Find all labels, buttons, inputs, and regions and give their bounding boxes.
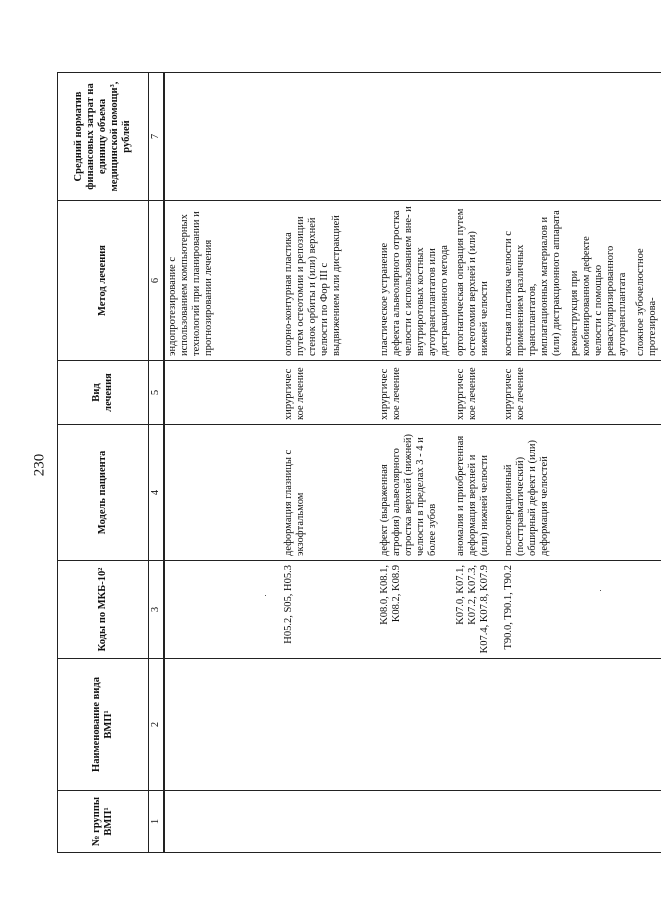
column-number: 7 — [149, 73, 165, 201]
column-number: 2 — [149, 659, 165, 791]
cell-cost — [281, 73, 377, 201]
table-row — [164, 73, 281, 853]
cell-cost — [377, 73, 453, 201]
table-row — [501, 73, 567, 853]
cell-method: костная пластика челюсти с применением различных трансплантатов, имплатационных материалов и (или) дистракционного аппарата — [501, 201, 567, 361]
cell-vmp-name — [567, 659, 633, 791]
scan-speck — [600, 590, 601, 591]
cell-method: пластическое устранение дефекта альвеолярного отростка челюсти с использованием вне- и внутриротовых костных аутотрансплантатов или дистракционного метода — [377, 201, 453, 361]
header-treatment-type: Вид лечения — [58, 361, 149, 425]
header-vmp-name: Наименование вида ВМП¹ — [58, 659, 149, 791]
cell-group — [567, 791, 633, 853]
cell-vmp-name — [164, 659, 281, 791]
cell-model: аномалия и приобретенная деформация верхней и (или) нижней челюсти — [453, 425, 501, 561]
cell-treatment — [633, 361, 661, 425]
page-number: 230 — [31, 453, 48, 477]
column-number: 6 — [149, 201, 165, 361]
header-icd-codes: Коды по МКБ-10² — [58, 561, 149, 659]
cell-codes: K08.0, K08.1, K08.2, K08.9 — [377, 561, 453, 659]
cell-model — [164, 425, 281, 561]
cell-treatment — [567, 361, 633, 425]
column-number-row — [149, 73, 165, 853]
cell-treatment: хирургическое лечение — [501, 361, 567, 425]
header-treatment-method: Метод лечения — [58, 201, 149, 361]
cell-method: эндопротезирование с использованием компьютерных технологий при планировании и прогнозировании лечения — [164, 201, 281, 361]
cell-cost — [501, 73, 567, 201]
scan-speck — [265, 595, 266, 596]
table-row — [281, 73, 377, 853]
cell-group — [377, 791, 453, 853]
column-number: 1 — [149, 791, 165, 853]
cell-method: опорно-контурная пластика путем остеотомии и репозиции стенок орбиты и (или) верхней челюсти по Фор III с выдвижением или дистракцией — [281, 201, 377, 361]
cell-treatment — [164, 361, 281, 425]
cell-vmp-name — [377, 659, 453, 791]
column-number: 3 — [149, 561, 165, 659]
table-row — [633, 73, 661, 853]
table-row — [377, 73, 453, 853]
cell-cost — [633, 73, 661, 201]
cell-group — [281, 791, 377, 853]
cell-treatment: хирургическое лечение — [377, 361, 453, 425]
column-number: 5 — [149, 361, 165, 425]
cell-cost — [567, 73, 633, 201]
cell-model — [567, 425, 633, 561]
rotated-page-content — [57, 73, 658, 853]
cell-group — [633, 791, 661, 853]
table-row — [567, 73, 633, 853]
cell-method: ортогнатическая операция путем остеотомии верхней и (или) нижней челюсти — [453, 201, 501, 361]
vmp-table — [57, 72, 661, 853]
column-number: 4 — [149, 425, 165, 561]
header-cost-standard: Средний норматив финансовых затрат на единицу объема медицинской помощи³, рублей — [58, 73, 149, 201]
cell-codes — [633, 561, 661, 659]
cell-codes: K07.0, K07.1, K07.2, K07.3, K07.4, K07.8, K07.9 — [453, 561, 501, 659]
cell-vmp-name — [453, 659, 501, 791]
cell-model: послеоперационный (посттравматический) обширный дефект и (или) деформация челюстей — [501, 425, 567, 561]
table-header-row — [58, 73, 149, 853]
cell-cost — [164, 73, 281, 201]
cell-vmp-name — [501, 659, 567, 791]
cell-codes: T90.0, T90.1, T90.2 — [501, 561, 567, 659]
cell-cost — [453, 73, 501, 201]
cell-group — [453, 791, 501, 853]
cell-model: дефект (выраженная атрофия) альвеолярного отростка верхней (нижней) челюсти в пределах 3 - 4 и более зубов — [377, 425, 453, 561]
cell-treatment: хирургическое лечение — [453, 361, 501, 425]
cell-method: сложное зубочелюстное протезирова- — [633, 201, 661, 361]
cell-method: реконструкция при комбинированном дефекте челюсти с помощью реваскуляризированного аутотрансплантата — [567, 201, 633, 361]
cell-codes — [567, 561, 633, 659]
cell-codes: H05.2, S05, H05.3 — [281, 561, 377, 659]
header-group-number: № группы ВМП¹ — [58, 791, 149, 853]
cell-treatment: хирургическое лечение — [281, 361, 377, 425]
cell-codes — [164, 561, 281, 659]
cell-group — [501, 791, 567, 853]
header-patient-model: Модель пациента — [58, 425, 149, 561]
table-row — [453, 73, 501, 853]
cell-model — [633, 425, 661, 561]
cell-model: деформация глазницы с экзофтальмом — [281, 425, 377, 561]
cell-vmp-name — [633, 659, 661, 791]
cell-group — [164, 791, 281, 853]
cell-vmp-name — [281, 659, 377, 791]
